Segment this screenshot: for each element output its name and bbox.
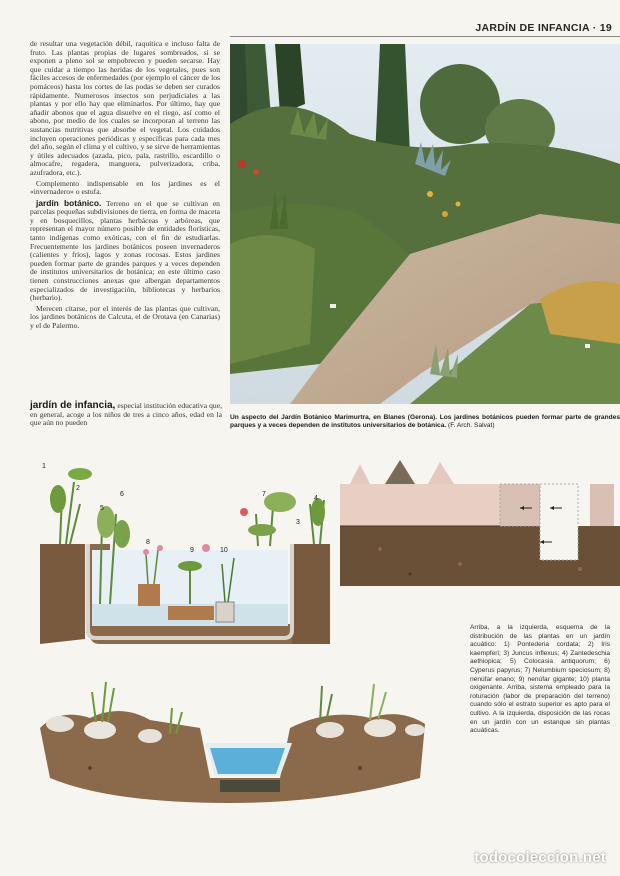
illustration-caption: Arriba, a la izquierda, esquema de la distribución de las plantas en un jardín acuático: 1) Pontederia cordata; 2) Iris kaempferi; 3) Juncus inflexus; 4) Zantedeschia aethiopica; 5) Colocasia antiquorum; 6) Cyperus papyrus; 7) Nelumbium speciosum; 8) nenúfar enano; 9) nenúfar gigante; 10) planta oxigenante. Arriba, sistema empleado para la roturación (labor de preparación del terreno) cuando sólo el estrato superior es apto para el cultivo. A la izquierda, disposición de las rocas en un jardín con un estanque sin plantas acuáticas. (470, 624, 610, 735)
label-3: 3 (296, 519, 300, 526)
botanico-examples: Merecen citarse, por el interés de las plantas que cultivan, los jardines botánicos de Calcuta, el de Orotava (en Canarias) y el de Palermo. (30, 303, 220, 330)
label-8: 8 (146, 539, 150, 546)
label-9: 9 (190, 547, 194, 554)
label-1: 1 (42, 463, 46, 470)
running-title: JARDÍN DE INFANCIA · 19 (475, 22, 612, 34)
photo-caption (230, 414, 620, 431)
label-6: 6 (120, 491, 124, 498)
infancia-definition: especial institución educativa que, en general, acoge a los niños de tres a cinco años, edad en la que aún no pueden (30, 401, 222, 428)
botanico-definition: Terreno en el que se cultivan en parcelas pequeñas subdivisiones de tierra, en forma de maceta y en bosquecillos, plantas herbáceas y arbóreas, que representan el mayor número posible de entidades florísticas, tanto indígenas como exóticas, con el fin de estudiarlas. Frecuentemente los jardines botánicos poseen invernaderos (calientes y fríos), lagos y zonas rocosas. Estos jardines pueden formar parte de grandes parques y a veces dependen de institutos universitarios de botánica; en este último caso tienen construcciones anexas que albergan departamentos especializados de investigación, bibliotecas y herbarios (herbario). (30, 198, 220, 303)
aquatic-garden-diagram (30, 454, 340, 652)
soil-preparation-diagram (340, 454, 620, 594)
photo-caption-text: Un aspecto del Jardín Botánico Marimurtra, en Blanes (Gerona). Los jardines botánicos pueden formar parte de grandes parques y a veces dependen de institutos universitarios de botánica. (230, 414, 620, 430)
botanico-term: jardín botánico. (36, 197, 102, 208)
infancia-entry (30, 402, 222, 428)
infancia-term: jardín de infancia, (30, 400, 116, 411)
label-7: 7 (262, 491, 266, 498)
see-also-paragraph: Complemento indispensable en los jardines es el «invernadero» o estufa. (30, 178, 220, 197)
header-rule (230, 36, 620, 37)
label-5: 5 (100, 505, 104, 512)
photo-credit: (F. Arch. Salvat) (448, 422, 495, 430)
rock-pond-diagram (30, 668, 430, 818)
botanico-entry (30, 199, 220, 303)
intro-paragraph: de resultar una vegetación débil, raquítica e incluso falta de fruto. Las plantas propias de lugares sombreados, si se exponen a pleno sol se empobrecen y pueden secarse. Hay que cuidar a tiempo las heridas de los vegetales, pues son fáciles accesos de enfermedades (por ejemplo el cáncer de los pomáceos) hasta los cortes de las podas se deben ser curados rápidamente. Numerosos insectos son perjudiciales a las plantas y por ello hay que eliminarlos. Por último, hay que añadir abonos que el agua disuelve en el riego, así como el abono, por medio de los cuales se incorporan al terreno las sustancias nutritivas que absorbe el vegetal. Los cuidados incluyen operaciones periódicas y específicas para cada mes del año, según el clima y el cultivo, y se sirve de herramientas y útiles adecuados (azada, pico, pala, rastrillo, escardillo o almocafre, regadera, manguera, pulverizadora, criba, azufradora, etc.). (30, 39, 220, 177)
label-4: 4 (314, 495, 318, 502)
garden-photo (230, 44, 620, 404)
label-2: 2 (76, 485, 80, 492)
label-10: 10 (220, 547, 228, 554)
watermark: todocoleccion.net (474, 849, 606, 866)
left-text-column (30, 40, 220, 333)
